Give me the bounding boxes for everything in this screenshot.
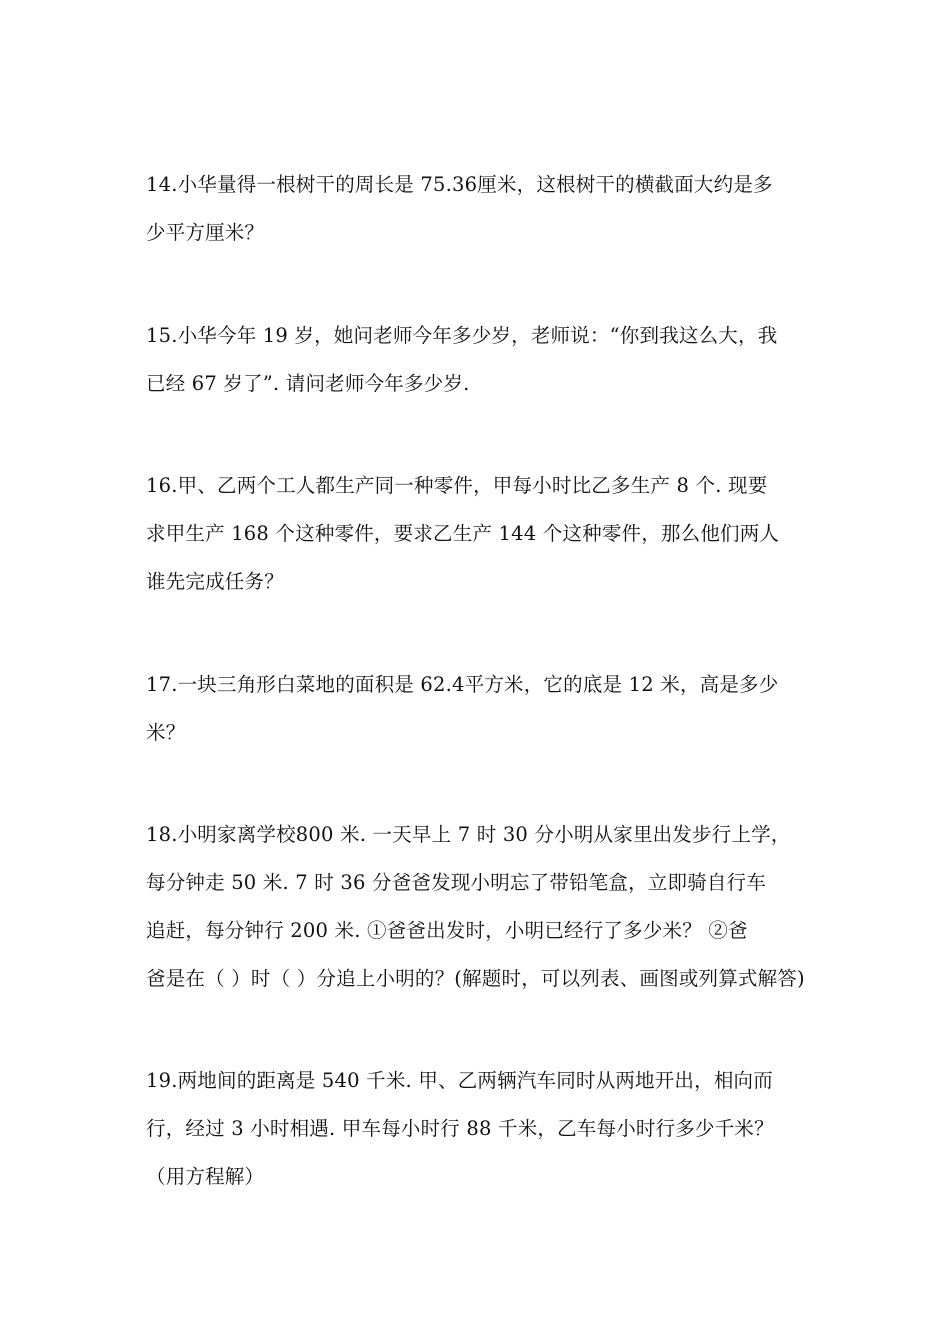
problem-16-line-3: 谁先完成任务？ [146, 570, 284, 593]
problem-19-line-1: 19.两地间的距离是 540 千米. 甲、乙两辆汽车同时从两地开出，相向而 [146, 1069, 773, 1092]
problem-14 [146, 161, 814, 257]
problem-15-line-1: 15.小华今年 19 岁，她问老师今年多少岁，老师说：“你到我这么大，我 [146, 324, 778, 347]
problem-19 [146, 1057, 814, 1201]
problem-14-line-2: 少平方厘米？ [146, 221, 265, 244]
problem-17-line-1: 17.一块三角形白菜地的面积是 62.4平方米，它的底是 12 米，高是多少 [146, 673, 779, 696]
problem-16-line-1: 16.甲、乙两个工人都生产同一种零件，甲每小时比乙多生产 8 个. 现要 [146, 474, 768, 497]
problem-16-line-2: 求甲生产 168 个这种零件，要求乙生产 144 个这种零件，那么他们两人 [146, 522, 780, 545]
problem-17-line-2: 米？ [146, 721, 186, 744]
problem-17 [146, 661, 814, 757]
problem-18-line-3: 追赶，每分钟行 200 米. ①爸爸出发时，小明已经行了多少米？ ②爸 [146, 919, 748, 942]
problem-18-line-1: 18.小明家离学校800 米. 一天早上 7 时 30 分小明从家里出发步行上学， [146, 823, 791, 846]
problem-15-line-2: 已经 67 岁了”. 请问老师今年多少岁. [146, 372, 470, 395]
problem-19-line-3: （用方程解） [146, 1165, 265, 1188]
problem-14-line-1: 14.小华量得一根树干的周长是 75.36厘米，这根树干的横截面大约是多 [146, 173, 773, 196]
problem-15 [146, 312, 814, 408]
problem-18-line-4: 爸是在（ ）时（ ）分追上小明的？(解题时，可以列表、画图或列算式解答) [146, 967, 805, 990]
problem-18 [146, 811, 814, 1003]
problem-19-line-2: 行，经过 3 小时相遇. 甲车每小时行 88 千米，乙车每小时行多少千米？ [146, 1117, 774, 1140]
problem-18-line-2: 每分钟走 50 米. 7 时 36 分爸爸发现小明忘了带铅笔盒，立即骑自行车 [146, 871, 767, 894]
problem-16 [146, 462, 814, 606]
